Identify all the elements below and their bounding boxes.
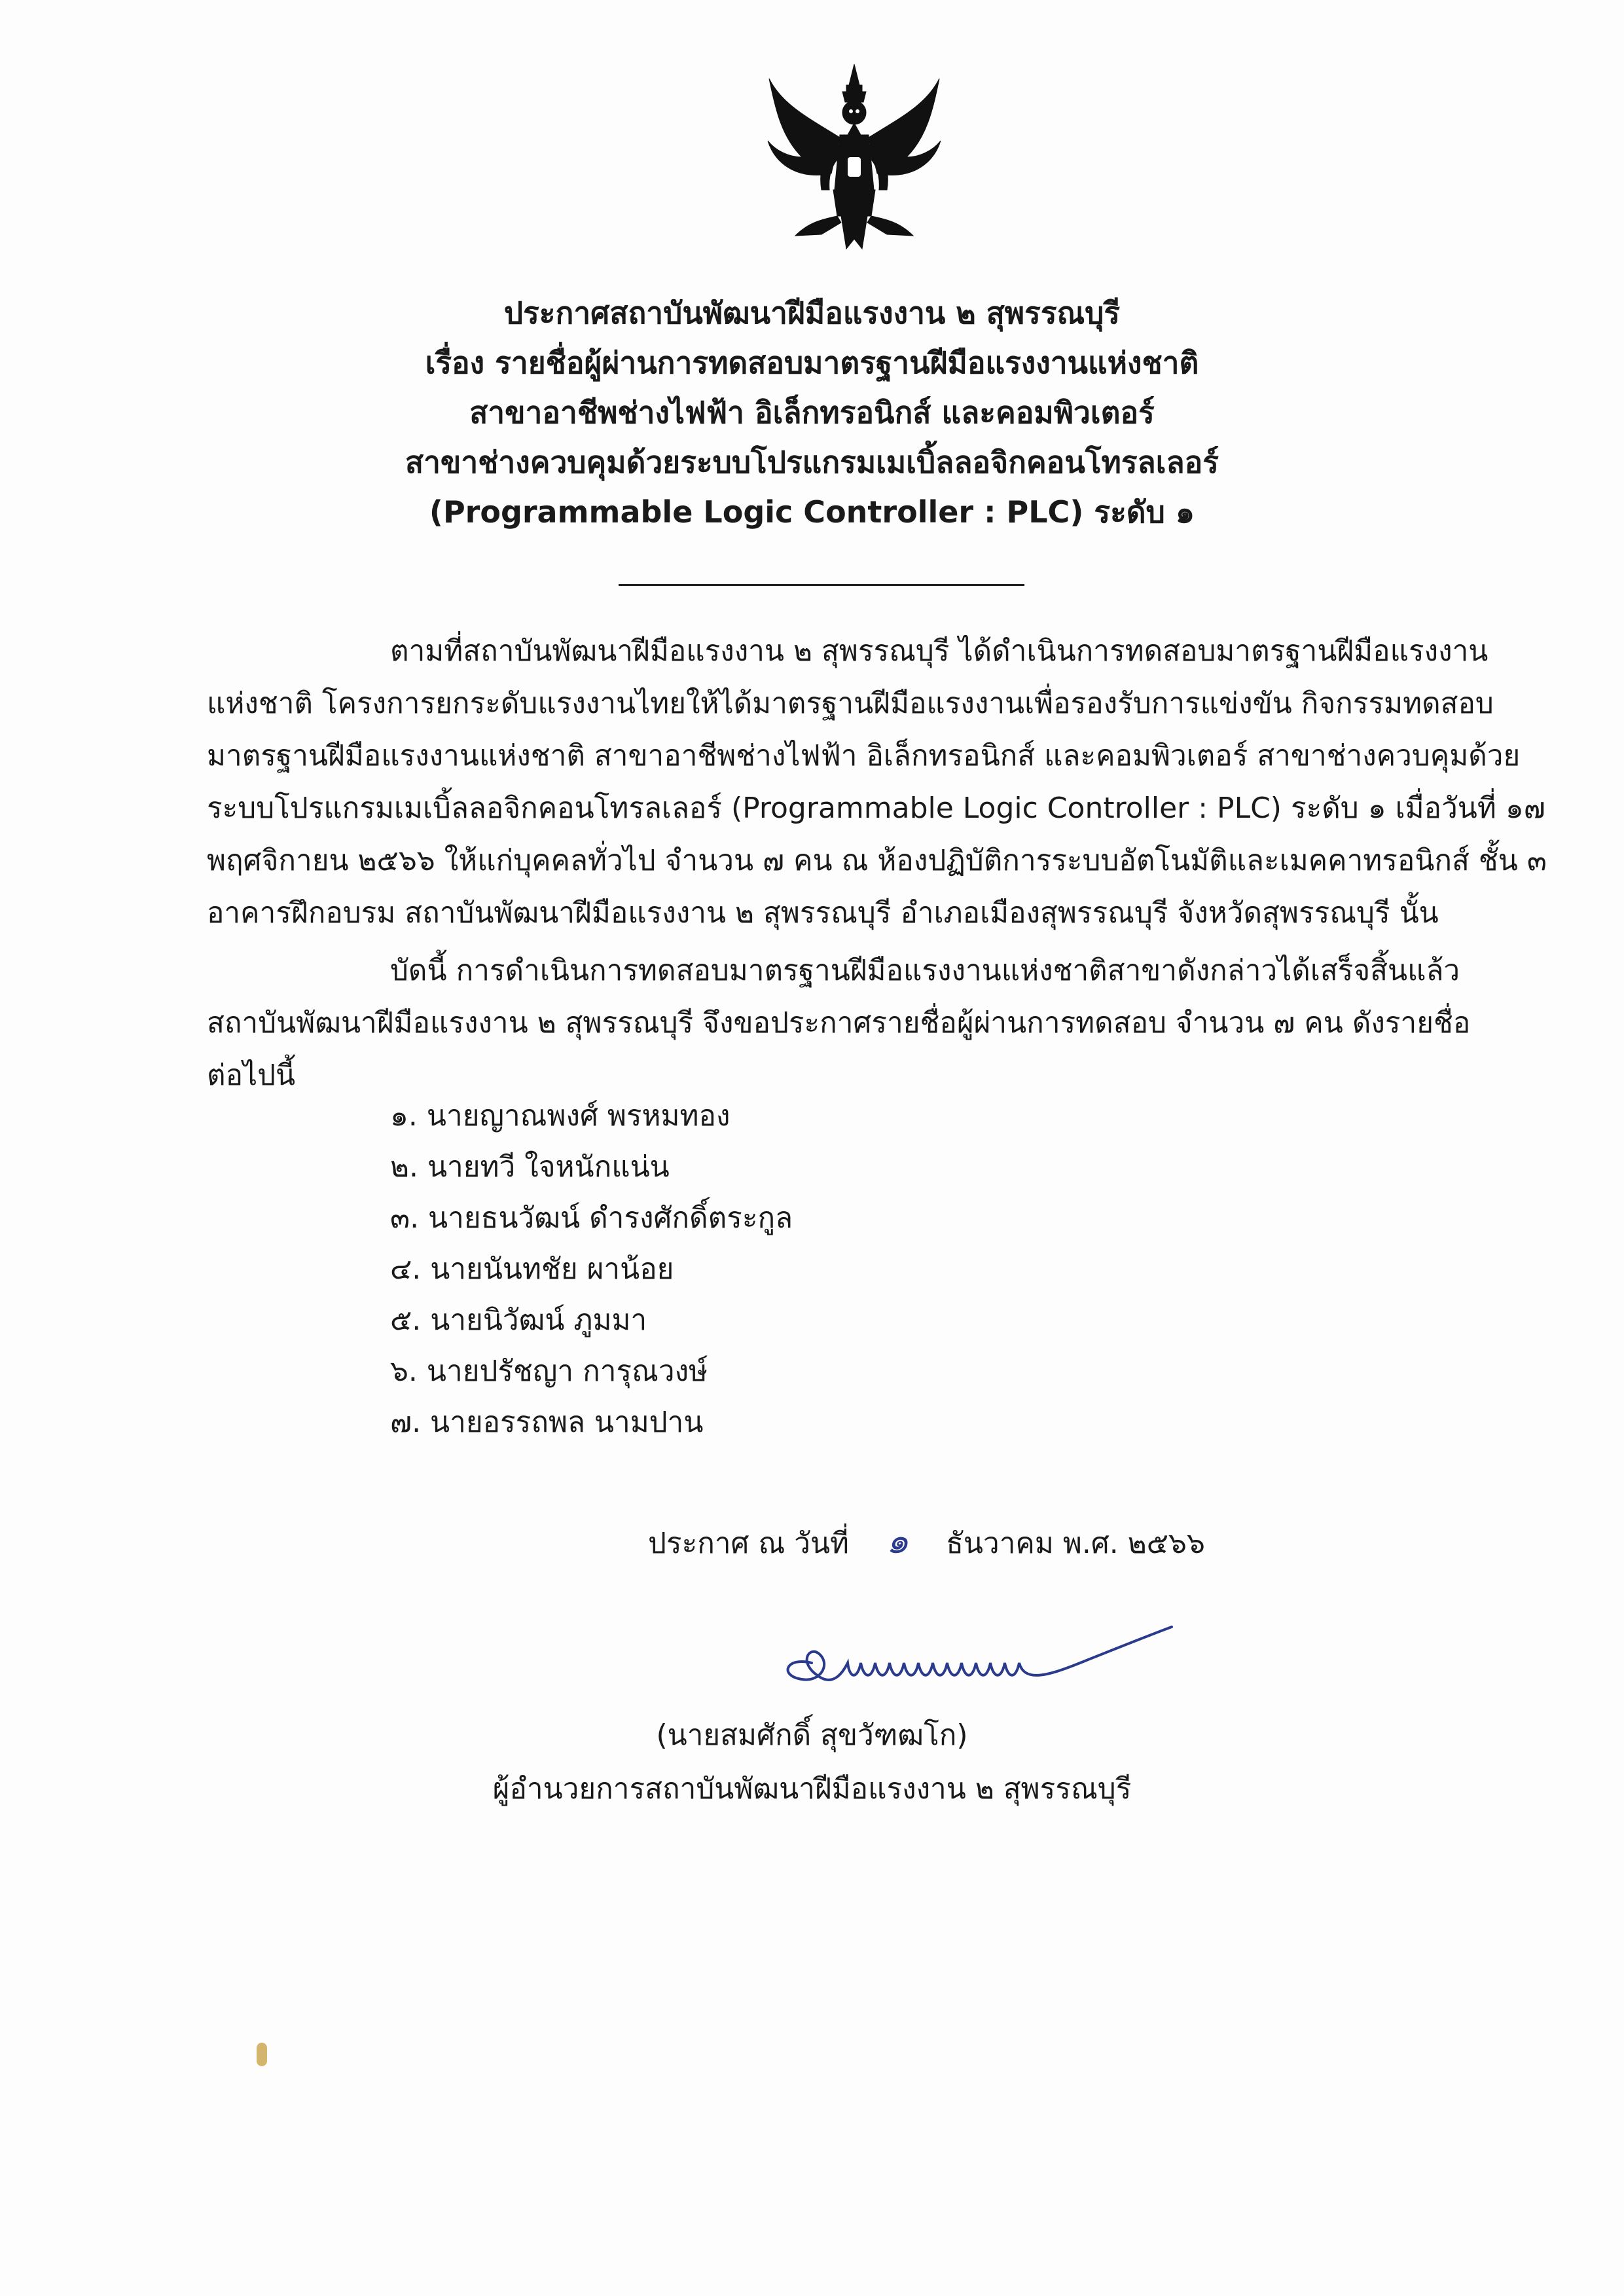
title-line-1: ประกาศสถาบันพัฒนาฝีมือแรงงาน ๒ สุพรรณบุรี <box>503 295 1121 331</box>
paragraph-line: อาคารฝึกอบรม สถาบันพัฒนาฝีมือแรงงาน ๒ สุพรรณบุรี อำเภอเมืองสุพรรณบุรี จังหวัดสุพรรณบุรี นั้น <box>207 896 1439 930</box>
signer-block <box>0 1709 1624 1816</box>
announcement-title <box>0 288 1624 537</box>
title-line-2: เรื่อง รายชื่อผู้ผ่านการทดสอบมาตรฐานฝีมือแรงงานแห่งชาติ <box>425 345 1199 380</box>
paragraph-2 <box>207 945 1470 1102</box>
signature-icon <box>772 1617 1191 1709</box>
garuda-emblem-icon <box>756 59 952 255</box>
paragraph-line: บัดนี้ การดำเนินการทดสอบมาตรฐานฝีมือแรงงานแห่งชาติสาขาดังกล่าวได้เสร็จสิ้นแล้ว <box>390 954 1460 987</box>
title-line-5: (Programmable Logic Controller : PLC) ระดับ ๑ <box>429 494 1195 530</box>
passed-candidates-list <box>390 1091 793 1448</box>
list-item: ๒. นายทวี ใจหนักแน่น <box>390 1150 670 1184</box>
paragraph-line: แห่งชาติ โครงการยกระดับแรงงานไทยให้ได้มาตรฐานฝีมือแรงงานเพื่อรองรับการแข่งขัน กิจกรรมทดสอบ <box>207 687 1494 720</box>
date-suffix: ธันวาคม พ.ศ. ๒๕๖๖ <box>946 1527 1205 1560</box>
title-line-3: สาขาอาชีพช่างไฟฟ้า อิเล็กทรอนิกส์ และคอมพิวเตอร์ <box>469 395 1155 430</box>
list-item: ๔. นายนันทชัย ผาน้อย <box>390 1252 674 1286</box>
title-divider <box>619 584 1024 586</box>
paragraph-line: ระบบโปรแกรมเมเบิ้ลลอจิกคอนโทรลเลอร์ (Programmable Logic Controller : PLC) ระดับ ๑ เมื่อวันที่ ๑๗ <box>207 792 1545 825</box>
list-item: ๑. นายญาณพงศ์ พรหมทอง <box>390 1099 731 1133</box>
signer-position: ผู้อำนวยการสถาบันพัฒนาฝีมือแรงงาน ๒ สุพรรณบุรี <box>492 1772 1132 1806</box>
date-day-handwritten: ๑ <box>886 1520 909 1561</box>
list-item: ๓. นายธนวัฒน์ ดำรงศักดิ์ตระกูล <box>390 1201 793 1235</box>
signer-name: (นายสมศักดิ์ สุขวัฑฒโก) <box>656 1719 968 1752</box>
paragraph-line: ต่อไปนี้ <box>207 1059 296 1092</box>
list-item: ๕. นายนิวัฒน์ ภูมมา <box>390 1303 647 1337</box>
paragraph-line: มาตรฐานฝีมือแรงงานแห่งชาติ สาขาอาชีพช่างไฟฟ้า อิเล็กทรอนิกส์ และคอมพิวเตอร์ สาขาช่างควบคุมด้วย <box>207 739 1521 773</box>
date-prefix: ประกาศ ณ วันที่ <box>648 1527 850 1560</box>
paragraph-line: สถาบันพัฒนาฝีมือแรงงาน ๒ สุพรรณบุรี จึงขอประกาศรายชื่อผู้ผ่านการทดสอบ จำนวน ๗ คน ดังรายชื่อ <box>207 1006 1471 1040</box>
paper-speck <box>257 2043 267 2066</box>
paragraph-line: พฤศจิกายน ๒๕๖๖ ให้แก่บุคคลทั่วไป จำนวน ๗ คน ณ ห้องปฏิบัติการระบบอัตโนมัติและเมคคาทรอนิกส์ ชั้น ๓ <box>207 844 1547 877</box>
paragraph-1 <box>207 625 1547 939</box>
list-item: ๗. นายอรรถพล นามปาน <box>390 1406 704 1439</box>
list-item: ๖. นายปรัชญา การุณวงษ์ <box>390 1355 708 1388</box>
paragraph-line: ตามที่สถาบันพัฒนาฝีมือแรงงาน ๒ สุพรรณบุรี ได้ดำเนินการทดสอบมาตรฐานฝีมือแรงงาน <box>390 634 1489 668</box>
title-line-4: สาขาช่างควบคุมด้วยระบบโปรแกรมเมเบิ้ลลอจิกคอนโทรลเลอร์ <box>405 445 1219 480</box>
announcement-date <box>648 1512 1205 1569</box>
